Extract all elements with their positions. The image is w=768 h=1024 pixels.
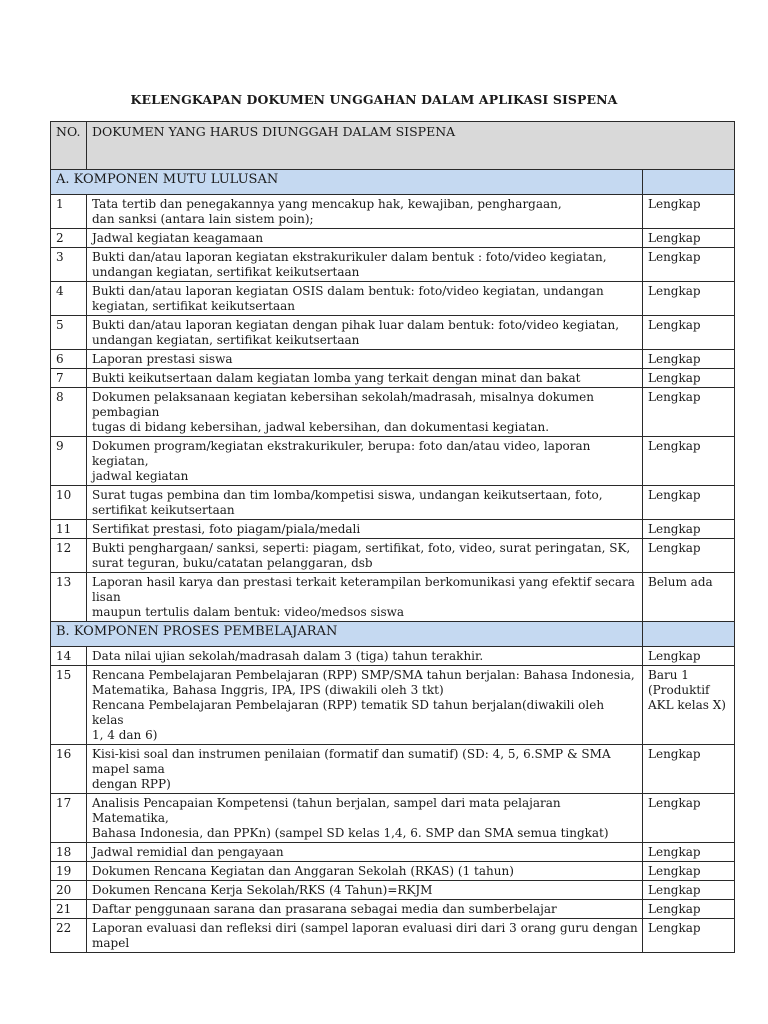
row-status bbox=[643, 539, 735, 573]
row-document bbox=[87, 282, 643, 316]
status-line: Lengkap bbox=[648, 796, 701, 810]
document-line: maupun tertulis dalam bentuk: video/medsos siswa bbox=[92, 605, 405, 619]
document-line: Dokumen Rencana Kerja Sekolah/RKS (4 Tahun)=RKJM bbox=[92, 883, 433, 897]
row-status bbox=[643, 745, 735, 794]
table-row bbox=[51, 573, 735, 622]
document-line: Tata tertib dan penegakannya yang mencakup hak, kewajiban, penghargaan, bbox=[92, 197, 562, 211]
row-status bbox=[643, 862, 735, 881]
document-line: Dokumen Rencana Kegiatan dan Anggaran Sekolah (RKAS) (1 tahun) bbox=[92, 864, 514, 878]
table-header-row bbox=[51, 122, 735, 170]
status-line: Lengkap bbox=[648, 352, 701, 366]
status-line: (Produktif bbox=[648, 683, 710, 697]
row-number: 13 bbox=[51, 573, 87, 622]
document-line: mapel sama bbox=[92, 762, 165, 776]
status-line: Lengkap bbox=[648, 231, 701, 245]
row-document bbox=[87, 316, 643, 350]
row-status bbox=[643, 573, 735, 622]
status-line: Lengkap bbox=[648, 439, 701, 453]
status-line: Lengkap bbox=[648, 284, 701, 298]
row-status bbox=[643, 486, 735, 520]
document-line: Sertifikat prestasi, foto piagam/piala/medali bbox=[92, 522, 361, 536]
table-row bbox=[51, 520, 735, 539]
document-line: Laporan hasil karya dan prestasi terkait keterampilan berkomunikasi yang efektif secara bbox=[92, 575, 635, 589]
row-document bbox=[87, 745, 643, 794]
status-line: Lengkap bbox=[648, 845, 701, 859]
status-line: Lengkap bbox=[648, 250, 701, 264]
status-line: Lengkap bbox=[648, 864, 701, 878]
status-line: Lengkap bbox=[648, 747, 701, 761]
row-document bbox=[87, 350, 643, 369]
row-number: 1 bbox=[51, 195, 87, 229]
row-status bbox=[643, 900, 735, 919]
row-document bbox=[87, 881, 643, 900]
row-document bbox=[87, 520, 643, 539]
row-status bbox=[643, 520, 735, 539]
table-row bbox=[51, 900, 735, 919]
row-status bbox=[643, 919, 735, 953]
row-number: 14 bbox=[51, 647, 87, 666]
row-document bbox=[87, 666, 643, 745]
row-document bbox=[87, 229, 643, 248]
table-row bbox=[51, 745, 735, 794]
table-row bbox=[51, 881, 735, 900]
status-line: Belum ada bbox=[648, 575, 713, 589]
row-document bbox=[87, 486, 643, 520]
table-row bbox=[51, 229, 735, 248]
status-line: Lengkap bbox=[648, 902, 701, 916]
row-number: 20 bbox=[51, 881, 87, 900]
status-line: Lengkap bbox=[648, 390, 701, 404]
section-b-label: B. KOMPONEN PROSES PEMBELAJARAN bbox=[51, 622, 643, 647]
row-status bbox=[643, 437, 735, 486]
table-row bbox=[51, 539, 735, 573]
section-b-header bbox=[51, 622, 735, 647]
row-status bbox=[643, 195, 735, 229]
row-status bbox=[643, 350, 735, 369]
table-row bbox=[51, 843, 735, 862]
document-line: kegiatan, bbox=[92, 454, 149, 468]
row-document bbox=[87, 843, 643, 862]
document-line: sertifikat keikutsertaan bbox=[92, 503, 235, 517]
row-status bbox=[643, 316, 735, 350]
document-line: undangan kegiatan, sertifikat keikutsertaan bbox=[92, 265, 360, 279]
row-status bbox=[643, 282, 735, 316]
row-number: 22 bbox=[51, 919, 87, 953]
table-row bbox=[51, 316, 735, 350]
status-line: Lengkap bbox=[648, 522, 701, 536]
document-line: Kisi-kisi soal dan instrumen penilaian (formatif dan sumatif) (SD: 4, 5, 6.SMP & SMA bbox=[92, 747, 611, 761]
document-line: Matematika, Bahasa Inggris, IPA, IPS (diwakili oleh 3 tkt) bbox=[92, 683, 444, 697]
status-line: Lengkap bbox=[648, 318, 701, 332]
document-title: KELENGKAPAN DOKUMEN UNGGAHAN DALAM APLIKASI SISPENA bbox=[130, 92, 618, 107]
table-row bbox=[51, 282, 735, 316]
row-document bbox=[87, 539, 643, 573]
row-status bbox=[643, 647, 735, 666]
row-number: 18 bbox=[51, 843, 87, 862]
row-number: 2 bbox=[51, 229, 87, 248]
status-line: Lengkap bbox=[648, 541, 701, 555]
row-number: 12 bbox=[51, 539, 87, 573]
row-status bbox=[643, 794, 735, 843]
table-row bbox=[51, 437, 735, 486]
row-number: 17 bbox=[51, 794, 87, 843]
section-a-label: A. KOMPONEN MUTU LULUSAN bbox=[51, 170, 643, 195]
header-document: DOKUMEN YANG HARUS DIUNGGAH DALAM SISPENA bbox=[87, 122, 735, 170]
row-number: 21 bbox=[51, 900, 87, 919]
table-row bbox=[51, 919, 735, 953]
section-b-spacer bbox=[643, 622, 735, 647]
document-line: dan sanksi (antara lain sistem poin); bbox=[92, 212, 314, 226]
row-document bbox=[87, 248, 643, 282]
row-number: 5 bbox=[51, 316, 87, 350]
table-row bbox=[51, 794, 735, 843]
row-document bbox=[87, 794, 643, 843]
table-row bbox=[51, 862, 735, 881]
row-status bbox=[643, 248, 735, 282]
document-line: Bukti penghargaan/ sanksi, seperti: piagam, sertifikat, foto, video, surat peringatan, SK, bbox=[92, 541, 631, 555]
status-line: Lengkap bbox=[648, 197, 701, 211]
row-status bbox=[643, 388, 735, 437]
document-line: Jadwal remidial dan pengayaan bbox=[92, 845, 284, 859]
document-line: lisan bbox=[92, 590, 121, 604]
status-line: Lengkap bbox=[648, 371, 701, 385]
header-no: NO. bbox=[51, 122, 87, 170]
row-number: 8 bbox=[51, 388, 87, 437]
row-document bbox=[87, 862, 643, 881]
row-number: 4 bbox=[51, 282, 87, 316]
document-line: Data nilai ujian sekolah/madrasah dalam 3 (tiga) tahun terakhir. bbox=[92, 649, 484, 663]
document-line: dengan RPP) bbox=[92, 777, 171, 791]
document-line: Dokumen pelaksanaan kegiatan kebersihan sekolah/madrasah, misalnya dokumen bbox=[92, 390, 594, 404]
row-status bbox=[643, 369, 735, 388]
document-line: surat teguran, buku/catatan pelanggaran, dsb bbox=[92, 556, 373, 570]
status-line: Lengkap bbox=[648, 883, 701, 897]
document-line: kegiatan, sertifikat keikutsertaan bbox=[92, 299, 295, 313]
row-number: 7 bbox=[51, 369, 87, 388]
row-number: 3 bbox=[51, 248, 87, 282]
status-line: Lengkap bbox=[648, 649, 701, 663]
table-row bbox=[51, 195, 735, 229]
document-line: jadwal kegiatan bbox=[92, 469, 189, 483]
status-line: Baru 1 bbox=[648, 668, 689, 682]
document-line: mapel bbox=[92, 936, 130, 950]
table-row bbox=[51, 647, 735, 666]
row-document bbox=[87, 369, 643, 388]
row-document bbox=[87, 388, 643, 437]
row-document bbox=[87, 647, 643, 666]
document-line: Matematika, bbox=[92, 811, 169, 825]
row-document bbox=[87, 195, 643, 229]
table-row bbox=[51, 248, 735, 282]
table-row bbox=[51, 350, 735, 369]
table-row bbox=[51, 666, 735, 745]
table-row bbox=[51, 388, 735, 437]
document-line: Bukti dan/atau laporan kegiatan dengan pihak luar dalam bentuk: foto/video kegiatan, bbox=[92, 318, 620, 332]
document-line: pembagian bbox=[92, 405, 160, 419]
document-line: Dokumen program/kegiatan ekstrakurikuler, berupa: foto dan/atau video, laporan bbox=[92, 439, 591, 453]
row-status bbox=[643, 881, 735, 900]
document-line: Bukti dan/atau laporan kegiatan ekstrakurikuler dalam bentuk : foto/video kegiatan, bbox=[92, 250, 607, 264]
document-line: undangan kegiatan, sertifikat keikutsertaan bbox=[92, 333, 360, 347]
section-a-spacer bbox=[643, 170, 735, 195]
table-row bbox=[51, 369, 735, 388]
document-line: Analisis Pencapaian Kompetensi (tahun berjalan, sampel dari mata pelajaran bbox=[92, 796, 561, 810]
section-a-header bbox=[51, 170, 735, 195]
document-line: Bahasa Indonesia, dan PPKn) (sampel SD kelas 1,4, 6. SMP dan SMA semua tingkat) bbox=[92, 826, 609, 840]
row-number: 16 bbox=[51, 745, 87, 794]
row-status bbox=[643, 666, 735, 745]
table-row bbox=[51, 486, 735, 520]
document-line: Rencana Pembelajaran Pembelajaran (RPP) tematik SD tahun berjalan(diwakili oleh kelas bbox=[92, 698, 605, 727]
row-status bbox=[643, 229, 735, 248]
status-line: Lengkap bbox=[648, 921, 701, 935]
row-document bbox=[87, 900, 643, 919]
row-number: 11 bbox=[51, 520, 87, 539]
document-checklist-table bbox=[50, 121, 735, 953]
row-document bbox=[87, 573, 643, 622]
row-number: 6 bbox=[51, 350, 87, 369]
document-line: 1, 4 dan 6) bbox=[92, 728, 158, 742]
row-status bbox=[643, 843, 735, 862]
row-document bbox=[87, 437, 643, 486]
row-number: 10 bbox=[51, 486, 87, 520]
status-line: Lengkap bbox=[648, 488, 701, 502]
row-document bbox=[87, 919, 643, 953]
row-number: 15 bbox=[51, 666, 87, 745]
document-line: Jadwal kegiatan keagamaan bbox=[92, 231, 264, 245]
document-line: Rencana Pembelajaran Pembelajaran (RPP) SMP/SMA tahun berjalan: Bahasa Indonesia, bbox=[92, 668, 635, 682]
document-line: tugas di bidang kebersihan, jadwal kebersihan, dan dokumentasi kegiatan. bbox=[92, 420, 550, 434]
document-line: Surat tugas pembina dan tim lomba/kompetisi siswa, undangan keikutsertaan, foto, bbox=[92, 488, 603, 502]
document-line: Bukti dan/atau laporan kegiatan OSIS dalam bentuk: foto/video kegiatan, undangan bbox=[92, 284, 604, 298]
row-number: 9 bbox=[51, 437, 87, 486]
document-line: Laporan evaluasi dan refleksi diri (sampel laporan evaluasi diri dari 3 orang guru dengan bbox=[92, 921, 638, 935]
document-line: Bukti keikutsertaan dalam kegiatan lomba yang terkait dengan minat dan bakat bbox=[92, 371, 581, 385]
document-line: Daftar penggunaan sarana dan prasarana sebagai media dan sumberbelajar bbox=[92, 902, 557, 916]
status-line: AKL kelas X) bbox=[648, 698, 726, 712]
row-number: 19 bbox=[51, 862, 87, 881]
document-line: Laporan prestasi siswa bbox=[92, 352, 233, 366]
